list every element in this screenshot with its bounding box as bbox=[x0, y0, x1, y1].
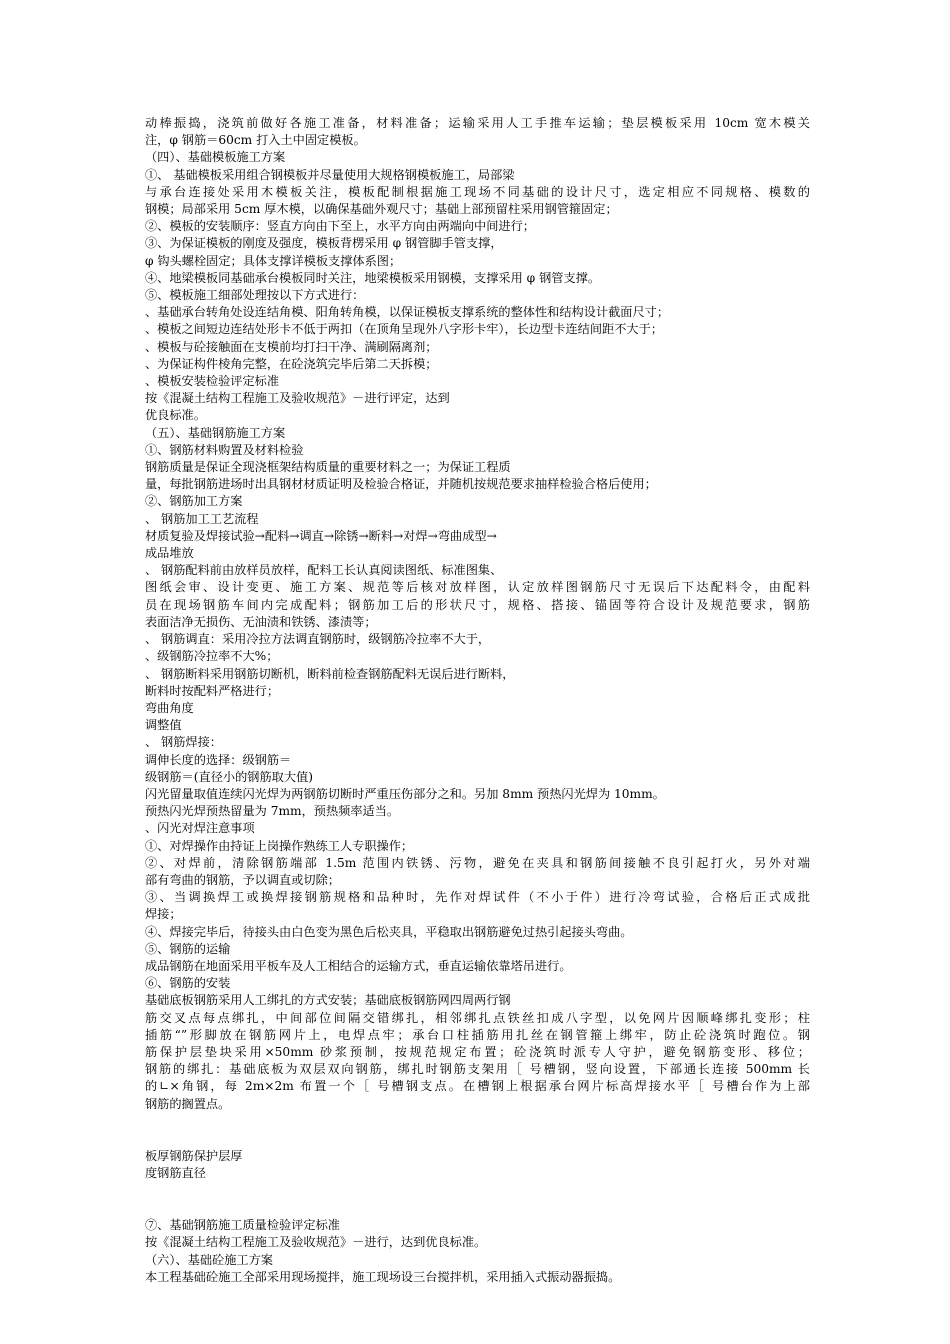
text-line: 本工程基础砼施工全部采用现场搅拌，施工现场设三台搅拌机，采用插入式振动器振捣。 bbox=[145, 1269, 621, 1284]
text-line: ②、对焊前，清除钢筋端部 1.5m 范围内铁锈、污物，避免在夹具和钢筋间接触不良引起打火，另外对端 bbox=[145, 855, 810, 870]
text-line: 按《混凝土结构工程施工及验收规范》－进行，达到优良标准。 bbox=[145, 1235, 487, 1250]
text-line: ③、为保证模板的刚度及强度，模板背楞采用 φ 钢管脚手管支撑， bbox=[145, 236, 503, 251]
text-line: 预热闪光焊预热留量为 7mm，预热频率适当。 bbox=[145, 804, 400, 819]
text-line: 成品堆放 bbox=[145, 546, 194, 561]
text-line: 部有弯曲的钢筋，予以调直或切除； bbox=[145, 872, 340, 887]
text-line: 量，每批钢筋进场时出具钢材材质证明及检验合格证，并随机按规范要求抽样检验合格后使用； bbox=[145, 477, 657, 492]
text-line: 、闪光对焊注意事项 bbox=[145, 821, 255, 836]
text-line: 调伸长度的选择：级钢筋＝ bbox=[145, 752, 292, 767]
text-line: 、模板与砼接触面在支模前均打扫干净、满刷隔离剂； bbox=[145, 339, 438, 354]
text-line: 调整值 bbox=[145, 718, 182, 733]
text-line: 、 钢筋加工工艺流程 bbox=[145, 511, 259, 526]
text-line: ④、地梁模板同基础承台模板同时关注，地梁模板采用钢模，支撑采用 φ 钢管支撑。 bbox=[145, 270, 601, 285]
text-line: 钢筋质量是保证全现浇框架结构质量的重要材料之一；为保证工程质 bbox=[145, 460, 511, 475]
text-line: 、 钢筋调直：采用冷拉方法调直钢筋时，级钢筋冷拉率不大于， bbox=[145, 632, 491, 647]
text-line: 、为保证构件棱角完整，在砼浇筑完毕后第二天拆模； bbox=[145, 356, 438, 371]
text-line: 筋交叉点每点绑扎，中间部位间隔交错绑扎，相邻绑扎点铁丝扣成八字型，以免网片因顺峰绑扎变形；柱 bbox=[145, 1010, 810, 1025]
text-line: ⑤、模板施工细部处理按以下方式进行： bbox=[145, 288, 365, 303]
text-line: 优良标准。 bbox=[145, 408, 206, 423]
text-line: 级钢筋＝(直径小的钢筋取大值) bbox=[145, 769, 313, 784]
text-line: 基础底板钢筋采用人工绑扎的方式安装；基础底板钢筋网四周两行钢 bbox=[145, 993, 511, 1008]
text-line: ⑤、钢筋的运输 bbox=[145, 941, 231, 956]
text-line: ⑦、基础钢筋施工质量检验评定标准 bbox=[145, 1218, 340, 1233]
text-line: 度钢筋直径 bbox=[145, 1165, 206, 1180]
text-line: 板厚钢筋保护层厚 bbox=[145, 1148, 243, 1163]
text-line: 的∟×角钢，每 2m×2m 布置一个［ 号槽钢支点。在槽钢上根据承台网片标高焊接水平［ 号槽台作为上部 bbox=[145, 1079, 810, 1094]
text-line: ①、 基础模板采用组合钢模板并尽量使用大规格钢模板施工，局部梁 bbox=[145, 167, 515, 182]
text-line: 、 钢筋焊接： bbox=[145, 735, 222, 750]
text-line: 筋保护层垫块采用×50mm 砂浆预制，按规范规定布置；砼浇筑时派专人守护，避免钢筋变形、移位； bbox=[145, 1044, 810, 1059]
text-line: 钢筋的绑扎：基础底板为双层双向钢筋，绑扎时钢筋支架用［ 号槽钢，竖向设置，下部通长连接 500mm 长 bbox=[145, 1062, 810, 1077]
text-line: 、模板之间短边连结处形卡不低于两扣（在顶角呈现外八字形卡牢），长边型卡连结间距不大于； bbox=[145, 322, 663, 337]
text-line: 断料时按配料严格进行； bbox=[145, 683, 280, 698]
text-line: 员在现场钢筋车间内完成配料；钢筋加工后的形状尺寸，规格、搭接、锚固等符合设计及规范要求，钢筋 bbox=[145, 597, 810, 612]
text-line: 焊接； bbox=[145, 907, 182, 922]
text-line: ⑥、钢筋的安装 bbox=[145, 976, 231, 991]
blank-space bbox=[145, 1113, 810, 1148]
text-line: ④、焊接完毕后，待接头由白色变为黑色后松夹具，平稳取出钢筋避免过热引起接头弯曲。 bbox=[145, 924, 633, 939]
text-line: 弯曲角度 bbox=[145, 700, 194, 715]
text-line: 钢模；局部采用 5cm 厚木模，以确保基础外观尺寸；基础上部预留柱采用钢管箍固定； bbox=[145, 202, 618, 217]
text-line: ①、钢筋材料购置及材料检验 bbox=[145, 442, 304, 457]
text-line: ②、钢筋加工方案 bbox=[145, 494, 243, 509]
text-line: 表面洁净无损伤、无油渍和铁锈、漆渍等； bbox=[145, 614, 377, 629]
text-line: 、 钢筋配料前由放样员放样，配料工长认真阅读图纸、标准图集、 bbox=[145, 563, 503, 578]
text-line: ①、对焊操作由持证上岗操作熟练工人专职操作； bbox=[145, 838, 414, 853]
text-line: 动棒振捣，浇筑前做好各施工准备，材料准备；运输采用人工手推车运输；垫层模板采用 10cm 宽木模关 bbox=[145, 116, 810, 130]
text-line: ②、模板的安装顺序：竖直方向由下至上，水平方向由两端向中间进行； bbox=[145, 219, 535, 234]
text-line: （四）、基础模板施工方案 bbox=[145, 150, 286, 165]
document-body bbox=[145, 115, 810, 1286]
text-line: （五）、基础钢筋施工方案 bbox=[145, 425, 286, 440]
blank-space bbox=[145, 1182, 810, 1217]
text-line: ③、当调换焊工或换焊接钢筋规格和品种时，先作对焊试件（不小于件）进行冷弯试验，合格后正式成批 bbox=[145, 890, 810, 905]
text-line: 闪光留量取值连续闪光焊为两钢筋切断时严重压伤部分之和。另加 8mm 预热闪光焊为 10mm。 bbox=[145, 786, 665, 801]
text-line: 注，φ 钢筋＝60cm 打入土中固定模板。 bbox=[145, 133, 366, 148]
text-line: 插筋“”形脚放在钢筋网片上，电焊点牢；承台口柱插筋用扎丝在钢管箍上绑牢，防止砼浇筑时跑位。钢 bbox=[145, 1027, 810, 1042]
text-line: 图纸会审、设计变更、施工方案、规范等后核对放样图，认定放样图钢筋尺寸无误后下达配料令，由配料 bbox=[145, 580, 810, 595]
text-line: （六）、基础砼施工方案 bbox=[145, 1252, 273, 1267]
text-line: 按《混凝土结构工程施工及验收规范》－进行评定，达到 bbox=[145, 391, 450, 406]
text-line: φ 钩头螺栓固定；具体支撑详模板支撑体系图； bbox=[145, 253, 402, 268]
text-line: 成品钢筋在地面采用平板车及人工相结合的运输方式，垂直运输依靠塔吊进行。 bbox=[145, 958, 572, 973]
text-line: 、 钢筋断料采用钢筋切断机，断料前检查钢筋配料无误后进行断料， bbox=[145, 666, 515, 681]
text-line: 、模板安装检验评定标准 bbox=[145, 374, 280, 389]
text-line: 与承台连接处采用木模板关注，模板配制根据施工现场不同基础的设计尺寸，选定相应不同规格、模数的 bbox=[145, 184, 810, 199]
text-line: 、级钢筋冷拉率不大%； bbox=[145, 649, 279, 664]
text-line: 材质复验及焊接试验→配料→调直→除锈→断料→对焊→弯曲成型→ bbox=[145, 528, 497, 543]
text-line: 钢筋的搁置点。 bbox=[145, 1096, 231, 1111]
text-line: 、基础承台转角处设连结角模、阳角转角模，以保证模板支撑系统的整体性和结构设计截面尺寸； bbox=[145, 305, 670, 320]
